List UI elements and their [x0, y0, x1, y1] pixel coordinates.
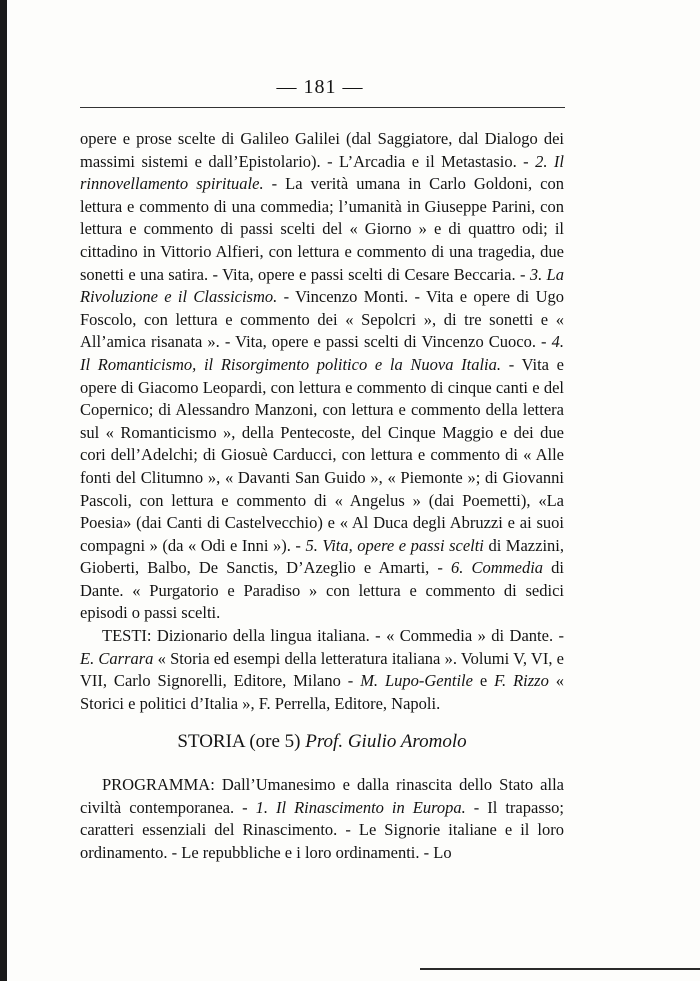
- program-paragraph-run: 2. Il rinnovellamento spirituale.: [80, 151, 564, 194]
- section-professor: Prof. Giulio Aromolo: [305, 731, 467, 753]
- history-paragraph-run: PROGRAMMA: Dall’Umanesimo e dalla rinascita dello Stato alla civiltà contemporanea. -: [80, 775, 564, 817]
- program-paragraph-run: - Vincenzo Monti. - Vita e opere di Ugo Foscolo, con lettura e commento dei « Sepolcri », di tre sonetti e « All’amica risanata ». - Vita, opere e passi scelti di Vincenzo Cuoco. -: [80, 287, 564, 352]
- history-paragraph-run: - Il trapasso; caratteri essenziali del Rinascimento. - Le Signorie italiane e il loro ordinamento. - Le repubbliche e i loro ordinamenti. - Lo: [80, 797, 564, 862]
- program-paragraph-run: - Vita e opere di Giacomo Leopardi, con lettura e commento di cinque canti e del Copernico; di Alessandro Manzoni, con lettura e commento della lettera sul « Romanticismo », della Pentecoste, del Cinque Maggio e dei due cori dell’Adelchi; di Giosuè Carducci, con lettura e commento di « Alle fonti del Clitumno », « Davanti San Guido », « Piemonte »; di Giovanni Pascoli, con lettura e commento di « Angelus » (dai Poemetti), «La Poesia» (dai Canti di Castelvecchio) e « Al Duca degli Abruzzi e ai suoi compagni » (da « Odi e Inni »). -: [80, 354, 565, 555]
- program-paragraph-run: di Dante. « Purgatorio e Paradiso » con lettura e commento di sedici episodi o passi scelti.: [80, 558, 564, 623]
- texts-paragraph-run: M. Lupo-Gentile: [360, 671, 473, 691]
- texts-paragraph-run: E. Carrara: [80, 648, 154, 668]
- texts-paragraph-run: « Storia ed esempi della letteratura italiana ». Volumi V, VI, e VII, Carlo Signorelli, Editore, Milano -: [80, 648, 564, 691]
- program-paragraph-run: 3. La Rivoluzione e il Classicismo.: [80, 264, 564, 307]
- texts-paragraph-run: F. Rizzo: [494, 671, 549, 691]
- program-paragraph-run: opere e prose scelte di Galileo Galilei (dal Saggiatore, dal Dialogo dei massimi sistemi e dall’Epistolario). - L’Arcadia e il Metastasio. -: [80, 129, 564, 171]
- program-paragraph-run: - La verità umana in Carlo Goldoni, con lettura e commento di una commedia; l’umanità in Giuseppe Parini, con lettura e commento di passi scelti del « Giorno » e di quattro odi; il cittadino in Vittorio Alfieri, con lettura e commento di una tragedia, due sonetti e una satira. - Vita, opere e passi scelti di Cesare Beccaria. -: [80, 174, 564, 284]
- texts-paragraph-run: TESTI: Dizionario della lingua italiana. - « Commedia » di Dante. -: [102, 626, 564, 646]
- scan-bottom-mark: [420, 968, 700, 970]
- history-paragraph-run: 1. Il Rinascimento in Europa.: [255, 797, 466, 817]
- section-subject: STORIA (ore 5): [177, 731, 306, 753]
- scan-left-edge: [0, 0, 7, 981]
- texts-paragraph: [80, 625, 564, 715]
- page-body: [80, 128, 564, 864]
- section-title: [80, 731, 564, 754]
- program-paragraph: [80, 128, 564, 625]
- history-paragraph: [80, 774, 564, 864]
- header-rule: [80, 107, 565, 108]
- texts-paragraph-run: « Storici e politici d’Italia », F. Perrella, Editore, Napoli.: [80, 671, 564, 713]
- page-number: — 181 —: [276, 76, 364, 98]
- program-paragraph-run: 6. Commedia: [451, 558, 544, 578]
- program-paragraph-run: 5. Vita, opere e passi scelti: [305, 535, 484, 555]
- texts-paragraph-run: e: [472, 671, 495, 691]
- program-paragraph-run: 4. Il Romanticismo, il Risorgimento politico e la Nuova Italia.: [80, 332, 564, 374]
- program-paragraph-run: di Mazzini, Gioberti, Balbo, De Sanctis, D’Azeglio e Amarti, -: [80, 535, 564, 578]
